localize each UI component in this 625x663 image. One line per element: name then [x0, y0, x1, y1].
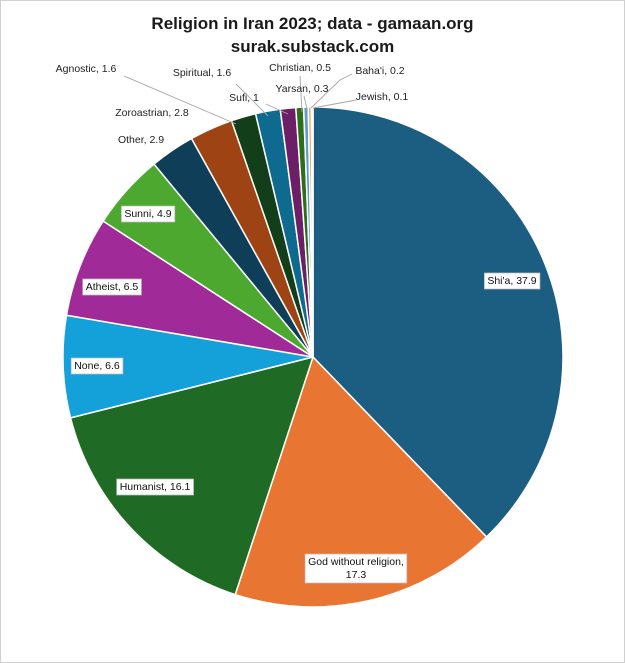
svg-text:Other, 2.9: Other, 2.9	[117, 134, 165, 146]
svg-text:Humanist, 16.1: Humanist, 16.1	[119, 481, 191, 493]
chart-title-line-1: Religion in Iran 2023; data - gamaan.org	[151, 14, 474, 33]
svg-text:Sunni, 4.9: Sunni, 4.9	[124, 208, 172, 220]
data-label-god-without-religion	[305, 554, 407, 583]
svg-text:God without religion,17.3: God without religion, 17.3	[308, 556, 404, 581]
data-label-agnostic	[56, 63, 117, 75]
svg-text:Sufi, 1: Sufi, 1	[229, 92, 259, 104]
data-label-shi-a	[484, 273, 540, 289]
data-label-jewish	[356, 91, 409, 103]
svg-text:Shi'a, 37.9: Shi'a, 37.9	[487, 275, 537, 287]
data-label-christian	[269, 62, 331, 74]
data-label-sunni	[121, 206, 174, 222]
svg-text:Yarsan, 0.3: Yarsan, 0.3	[275, 83, 329, 95]
svg-text:Spiritual, 1.6: Spiritual, 1.6	[172, 67, 232, 79]
data-label-spiritual	[173, 67, 232, 79]
data-label-none	[71, 358, 123, 374]
leader-line-jewish	[313, 100, 356, 108]
chart-title-line-2: surak.substack.com	[230, 37, 395, 56]
data-label-yarsan	[276, 83, 329, 95]
svg-text:None, 6.6: None, 6.6	[74, 360, 120, 372]
svg-text:Agnostic, 1.6: Agnostic, 1.6	[55, 63, 117, 75]
svg-text:Jewish, 0.1: Jewish, 0.1	[355, 91, 409, 103]
data-label-sufi	[229, 92, 259, 104]
data-label-other	[118, 134, 164, 146]
data-label-baha-i	[355, 65, 404, 77]
data-label-zoroastrian	[115, 107, 189, 119]
svg-text:Zoroastrian, 2.8: Zoroastrian, 2.8	[115, 107, 189, 119]
data-label-humanist	[117, 479, 194, 495]
svg-text:Atheist, 6.5: Atheist, 6.5	[85, 281, 139, 293]
svg-text:Baha'i, 0.2: Baha'i, 0.2	[355, 65, 405, 77]
data-label-atheist	[83, 279, 142, 295]
svg-text:Christian, 0.5: Christian, 0.5	[269, 62, 331, 74]
